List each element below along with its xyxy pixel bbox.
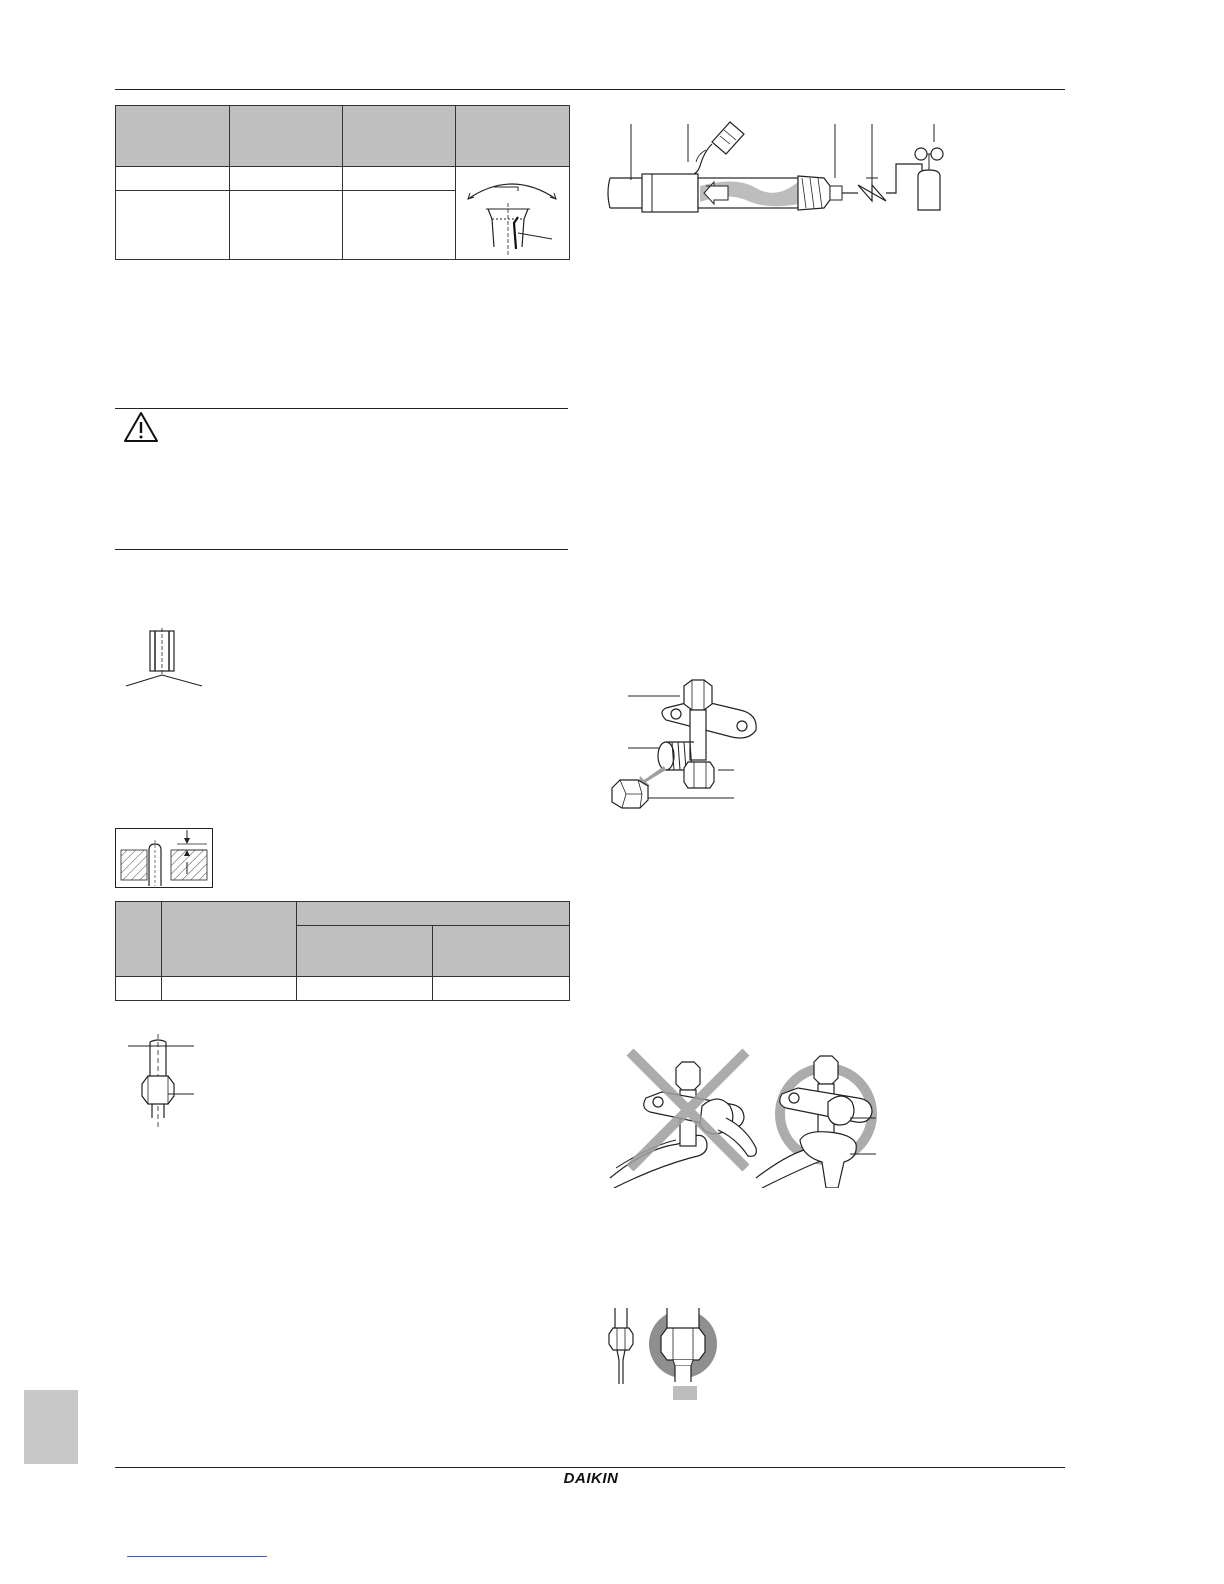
tolerance-table-header-cell bbox=[296, 926, 433, 977]
chapter-tab-marker bbox=[24, 1390, 78, 1464]
tolerance-table-header-cell bbox=[116, 902, 162, 977]
flare-table-cell bbox=[229, 191, 342, 260]
flare-table-cell bbox=[342, 191, 455, 260]
warning-box-top-rule bbox=[115, 408, 568, 409]
tolerance-table-header-cell bbox=[296, 902, 569, 926]
tolerance-table-header-cell bbox=[433, 926, 570, 977]
pipe-end-diagram bbox=[120, 628, 210, 690]
daikin-logo: DAIKIN bbox=[563, 1470, 619, 1487]
flare-table-header-cell bbox=[342, 106, 455, 167]
flare-table-cell bbox=[229, 167, 342, 191]
footer-link-underline[interactable] bbox=[127, 1556, 267, 1557]
warning-box-bottom-rule bbox=[115, 549, 568, 550]
tolerance-table bbox=[115, 901, 570, 1001]
brazing-nitrogen-diagram bbox=[606, 116, 952, 214]
flare-table-cell bbox=[116, 167, 230, 191]
wrong-wrench-method bbox=[610, 1052, 756, 1188]
warning-triangle-icon bbox=[123, 411, 159, 443]
flare-connection-check-diagram bbox=[607, 1306, 721, 1404]
stop-valve-diagram bbox=[608, 676, 760, 814]
flare-table-cell bbox=[342, 167, 455, 191]
correct-wrench-method bbox=[756, 1056, 876, 1188]
flare-table-header-cell bbox=[116, 106, 230, 167]
wrench-usage-diagram bbox=[606, 1028, 878, 1188]
flare-nut-pipe-diagram bbox=[124, 1034, 196, 1128]
tolerance-table-header-cell bbox=[161, 902, 296, 977]
flare-table-cell bbox=[116, 191, 230, 260]
header-rule bbox=[115, 89, 1065, 90]
footer-rule bbox=[115, 1467, 1065, 1468]
tolerance-table-cell bbox=[296, 977, 433, 1001]
flare-table-header-cell bbox=[455, 106, 569, 167]
tolerance-table-cell bbox=[433, 977, 570, 1001]
flare-shape-cell bbox=[455, 167, 569, 260]
flare-table-header-cell bbox=[229, 106, 342, 167]
flare-shape-diagram bbox=[456, 167, 568, 259]
flare-gauge-diagram bbox=[115, 828, 213, 888]
flare-dimension-table bbox=[115, 105, 570, 260]
tolerance-table-cell bbox=[116, 977, 162, 1001]
tolerance-table-cell bbox=[161, 977, 296, 1001]
